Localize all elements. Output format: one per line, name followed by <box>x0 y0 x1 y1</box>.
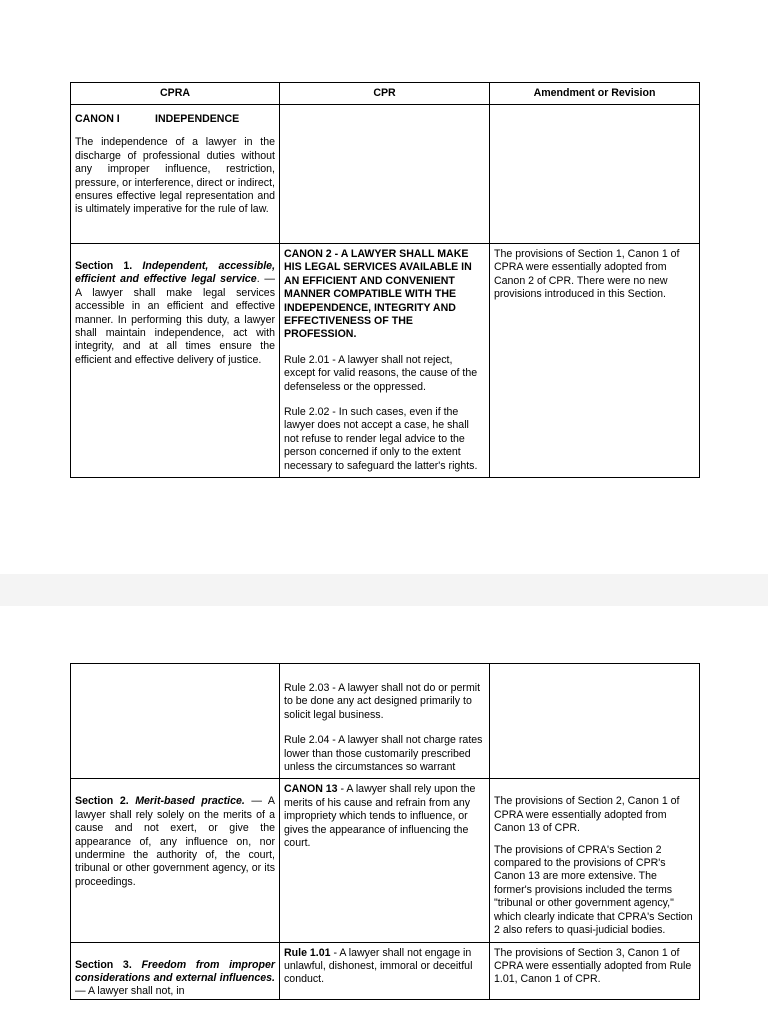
canon-text: The independence of a lawyer in the discharge of professional duties without any improper influence, restriction, pressure, or interference, direct or indirect, ensures effective legal representation and is ultimately imperative for the rule of law. <box>75 136 275 216</box>
comparison-table-page-1 <box>70 82 700 478</box>
amendment-paragraph-1: The provisions of Section 2, Canon 1 of CPRA were essentially adopted from Canon 13 of CPR. <box>494 795 680 835</box>
header-cpra: CPRA <box>71 83 280 105</box>
amendment-cell <box>490 779 700 942</box>
cpr-rule-1-01-cell <box>280 942 490 999</box>
rule-2-01: Rule 2.01 - A lawyer shall not reject, except for valid reasons, the cause of the defenseless or the oppressed. <box>284 353 478 393</box>
amendment-empty-cell <box>490 105 700 244</box>
cpr-canon-text: - A lawyer shall rely upon the merits of his cause and refrain from any impropriety which tends to influence, or gives the appearance of influencing the court. <box>284 783 476 850</box>
amendment-paragraph-2: The provisions of CPRA's Section 2 compared to the provisions of CPR's Canon 13 are more extensive. The former's provisions included the terms "tribunal or other government agency," which clearly indicate that CPRA's Section 2 also refers to quasi-judicial bodies. <box>494 843 693 937</box>
header-cpr: CPR <box>280 83 490 105</box>
cpr-rule-text: - A lawyer shall not engage in unlawful, dishonest, immoral or deceitful conduct. <box>284 946 473 986</box>
amendment-cell: The provisions of Section 1, Canon 1 of CPRA were essentially adopted from Canon 2 of CPR. There were no new provisions introduced in this Section. <box>490 244 700 478</box>
cpr-canon-heading: CANON 2 - A LAWYER SHALL MAKE HIS LEGAL SERVICES AVAILABLE IN AN EFFICIENT AND CONVENIENT MANNER COMPATIBLE WITH THE INDEPENDENCE, INTEGRITY AND EFFECTIVENESS OF THE PROFESSION. <box>284 248 472 341</box>
amendment-empty-cell <box>490 664 700 779</box>
cpr-rules-cell <box>280 664 490 779</box>
canon-title: INDEPENDENCE <box>155 113 240 125</box>
amendment-cell: The provisions of Section 3, Canon 1 of CPRA were essentially adopted from Rule 1.01, Canon 1 of CPR. <box>490 942 700 999</box>
cpra-canon-cell <box>71 105 280 244</box>
section-text: — A lawyer shall not, in <box>75 985 185 998</box>
cpr-empty-cell <box>280 105 490 244</box>
table-row <box>71 105 700 244</box>
section-label: Section 2. <box>75 795 129 808</box>
cpr-canon-13-cell <box>280 779 490 942</box>
rule-2-03: Rule 2.03 - A lawyer shall not do or permit to be done any act designed primarily to solicit legal business. <box>284 682 481 721</box>
cpr-rule-label: Rule 1.01 <box>284 946 331 959</box>
canon-heading <box>75 113 275 126</box>
section-text: — A lawyer shall rely solely on the merits of a cause and not exert, or give the appearance of, any influence on, nor undermine the authority of, the court, tribunal or other government agency, or its proceedings. <box>75 795 275 888</box>
header-amendment: Amendment or Revision <box>490 83 700 105</box>
page-2 <box>0 606 768 1024</box>
comparison-table-page-2 <box>70 663 700 1000</box>
table-row <box>71 244 700 478</box>
cpra-empty-cell <box>71 664 280 779</box>
cpr-canon-2-cell <box>280 244 490 478</box>
table-row <box>71 779 700 942</box>
rule-2-04: Rule 2.04 - A lawyer shall not charge rates lower than those customarily prescribed unless the circumstances so warrant <box>284 734 483 774</box>
cpra-section-2-cell <box>71 779 280 942</box>
cpra-section-3-cell <box>71 942 280 999</box>
canon-label: CANON I <box>75 113 120 125</box>
cpra-section-1-cell <box>71 244 280 478</box>
section-label: Section 3. <box>75 958 132 971</box>
table-row <box>71 664 700 779</box>
section-title: Freedom from improper considerations and external influences. <box>75 958 275 984</box>
table-header-row <box>71 83 700 105</box>
section-text: . — A lawyer shall make legal services accessible in an efficient and effective manner. In performing this duty, a lawyer shall maintain independence, act with integrity, and at all times ensure the efficient and effective delivery of justice. <box>75 273 276 366</box>
section-title: Merit-based practice. <box>135 795 245 808</box>
rule-2-02: Rule 2.02 - In such cases, even if the lawyer does not accept a case, he shall not refuse to render legal advice to the person concerned if only to the extent necessary to safeguard the latter's rights. <box>284 406 478 472</box>
section-label: Section 1. <box>75 260 133 272</box>
section-title: Independent, accessible, efficient and effective legal service <box>75 260 276 286</box>
table-row <box>71 942 700 999</box>
cpr-canon-label: CANON 13 <box>284 783 338 796</box>
